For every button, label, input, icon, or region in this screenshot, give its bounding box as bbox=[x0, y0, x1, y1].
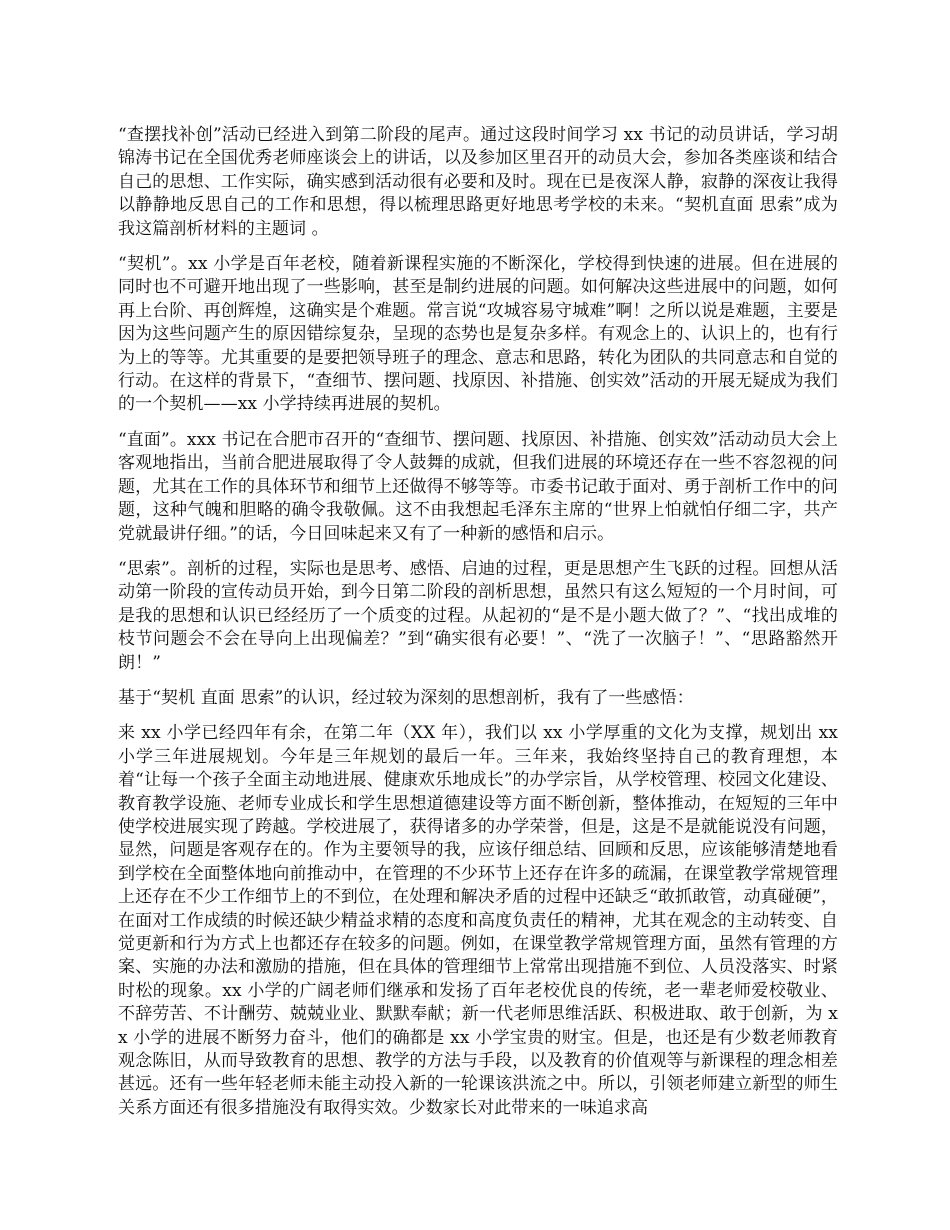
paragraph-opening: “查摆找补创”活动已经进入到第二阶段的尾声。通过这段时间学习 xx 书记的动员讲话，学习胡锦涛书记在全国优秀老师座谈会上的讲话，以及参加区里召开的动员大会，参加各类座谈和结合自己的思想、工作实际，确实感到活动很有必要和及时。现在已是夜深人静，寂静的深夜让我得以静静地反思自己的工作和思想，得以梳理思路更好地思考学校的未来。“契机直面 思索”成为我这篇剖析材料的主题词 。 bbox=[118, 125, 838, 239]
paragraph-face-directly: “直面”。xxx 书记在合肥市召开的“查细节、摆问题、找原因、补措施、创实效”活动动员大会上客观地指出，当前合肥进展取得了令人鼓舞的成就，但我们进展的环境还存在一些不容忽视的问题，尤其在工作的具体环节和细节上还做得不够等等。市委书记敢于面对、勇于剖析工作中的问题，这种气魄和胆略的确令我敬佩。这不由我想起毛泽东主席的“世界上怕就怕仔细二字，共产党就最讲仔细。”的话，今日回味起来又有了一种新的感悟和启示。 bbox=[118, 429, 838, 544]
paragraph-insight-intro: 基于“契机 直面 思索”的认识，经过较为深刻的思想剖析，我有了一些感悟： bbox=[118, 687, 694, 708]
paragraph-school-review: 来 xx 小学已经四年有余，在第二年（XX 年），我们以 xx 小学厚重的文化为支撑，规划出 xx 小学三年进展规划。今年是三年规划的最后一年。三年来，我始终坚持自己的教育理想，本着“让每一个孩子全面主动地进展、健康欢乐地成长”的办学宗旨，从学校管理、校园文化建设、教育教学设施、老师专业成长和学生思想道德建设等方面不断创新，整体推动，在短短的三年中使学校进展实现了跨越。学校进展了，获得诸多的办学荣誉，但是，这是不是就能说没有问题，显然，问题是客观存在的。作为主要领导的我，应该仔细总结、回顾和反思，应该能够清楚地看到学校在全面整体地向前推动中，在管理的不少环节上还存在许多的疏漏，在课堂教学常规管理上还存在不少工作细节上的不到位，在处理和解决矛盾的过程中还缺乏“敢抓敢管，动真碰硬”，在面对工作成绩的时候还缺少精益求精的态度和高度负责任的精神，尤其在观念的主动转变、自觉更新和行为方式上也都还存在较多的问题。例如，在课堂教学常规管理方面，虽然有管理的方案、实施的办法和激励的措施，但在具体的管理细节上常常出现措施不到位、人员没落实、时紧时松的现象。xx 小学的广阔老师们继承和发扬了百年老校优良的传统，老一辈老师爱校敬业、不辞劳苦、不计酬劳、兢兢业业、默默奉献；新一代老师思维活跃、积极进取、敢于创新，为 xx 小学的进展不断努力奋斗，他们的确都是 xx 小学宝贵的财宝。但是，也还是有少数老师教育观念陈旧，从而导致教育的思想、教学的方法与手段，以及教育的价值观等与新课程的理念相差甚远。还有一些年轻老师未能主动投入新的一轮课该洪流之中。所以，引领老师建立新型的师生关系方面还有很多措施没有取得实效。少数家长对此带来的一味追求高 bbox=[118, 723, 838, 1118]
paragraph-reflection: “思索”。剖析的过程，实际也是思考、感悟、启迪的过程，更是思想产生飞跃的过程。回想从活动第一阶段的宣传动员开始，到今日第二阶段的剖析思想，虽然只有这么短短的一个月时间，可是我的思想和认识已经经历了一个质变的过程。从起初的“是不是小题大做了？”、“找出成堆的枝节问题会不会在导向上出现偏差？”到“确实很有必要！”、“洗了一次脑子！”、“思路豁然开朗！” bbox=[118, 558, 838, 673]
paragraph-opportunity: “契机”。xx 小学是百年老校，随着新课程实施的不断深化，学校得到快速的进展。但在进展的同时也不可避开地出现了一些影响，甚至是制约进展的问题。如何解决这些进展中的问题，如何再上台阶、再创辉煌，这确实是个难题。常言说“攻城容易守城难”啊！之所以说是难题，主要是因为这些问题产生的原因错综复杂，呈现的态势也是复杂多样。有观念上的、认识上的，也有行为上的等等。尤其重要的是要把领导班子的理念、意志和思路，转化为团队的共同意志和自觉的行动。在这样的背景下，“查细节、摆问题、找原因、补措施、创实效”活动的开展无疑成为我们的一个契机——xx 小学持续再进展的契机。 bbox=[118, 254, 838, 415]
document-page bbox=[118, 124, 838, 1132]
